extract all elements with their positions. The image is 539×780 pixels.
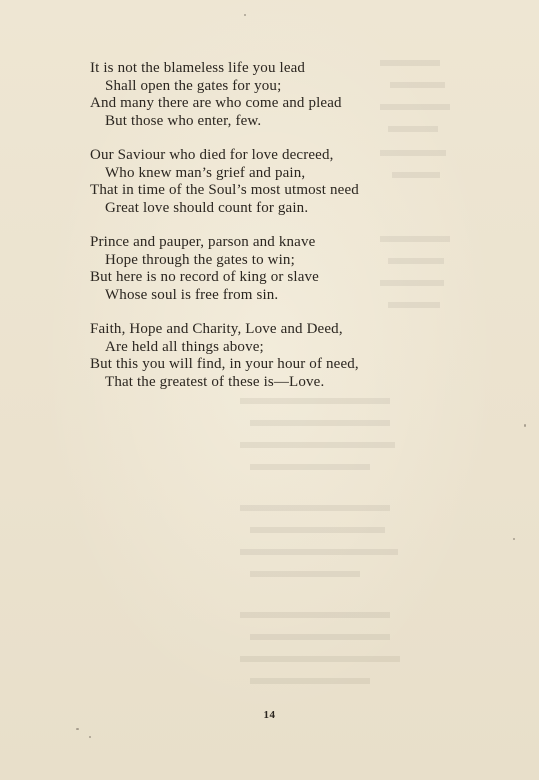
poem-line: Shall open the gates for you;	[105, 77, 282, 94]
stanza-4	[90, 321, 450, 391]
poem-line: Who knew man’s grief and pain,	[105, 164, 306, 181]
stanza-2	[90, 147, 450, 217]
poem-line: But those who enter, few.	[105, 112, 262, 129]
poem-line: Faith, Hope and Charity, Love and Deed,	[90, 321, 343, 337]
page-number: 14	[263, 709, 276, 721]
paper-speck	[244, 14, 246, 16]
poem-line: Whose soul is free from sin.	[105, 286, 279, 303]
poem-line: But here is no record of king or slave	[90, 269, 319, 285]
paper-speck	[513, 538, 515, 540]
stanza-3	[90, 234, 450, 304]
stanza-1	[90, 60, 450, 130]
poem-line: That the greatest of these is—Love.	[105, 373, 325, 390]
paper-speck	[76, 728, 79, 730]
poem-line: And many there are who come and plead	[90, 95, 342, 111]
paper-speck	[524, 424, 526, 427]
poem-line: It is not the blameless life you lead	[90, 60, 306, 76]
poem-line: Great love should count for gain.	[105, 199, 309, 216]
poem-line: But this you will find, in your hour of need,	[90, 356, 359, 372]
poem-line: Prince and pauper, parson and knave	[90, 234, 316, 250]
poem-line: Are held all things above;	[105, 338, 264, 355]
paper-speck	[89, 736, 91, 738]
poem-line: That in time of the Soul’s most utmost need	[90, 182, 359, 198]
poem-line: Our Saviour who died for love decreed,	[90, 147, 334, 163]
poem-line: Hope through the gates to win;	[105, 251, 295, 268]
